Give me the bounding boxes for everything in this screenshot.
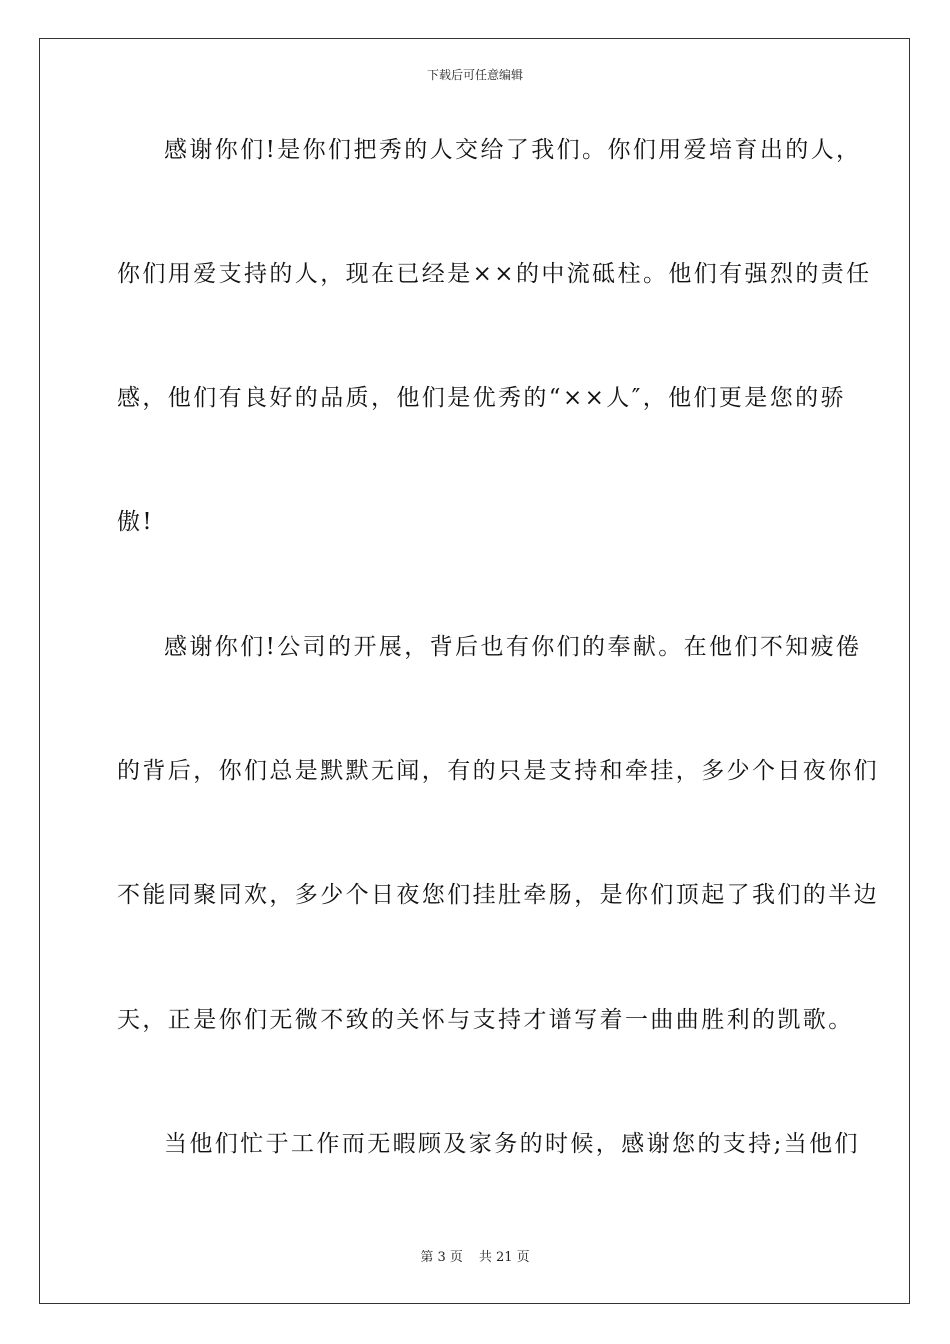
page-total: 共 21 页 <box>478 1250 530 1265</box>
body-line-8: 天，正是你们无微不致的关怀与支持才谱写着一曲曲胜利的凯歌。 <box>117 1007 854 1033</box>
body-line-2: 你们用爱支持的人，现在已经是××的中流砥柱。他们有强烈的责任 <box>117 261 872 287</box>
body-line-5: 感谢你们!公司的开展，背后也有你们的奉献。在他们不知疲倦 <box>164 634 862 660</box>
body-line-9: 当他们忙于工作而无暇顾及家务的时候，感谢您的支持;当他们 <box>164 1131 860 1157</box>
page-number: 第 3 页 <box>420 1250 463 1265</box>
header-note: 下载后可任意编辑 <box>426 68 523 82</box>
body-line-7: 不能同聚同欢，多少个日夜您们挂肚牵肠，是你们顶起了我们的半边 <box>117 882 879 908</box>
page-footer <box>0 1249 950 1267</box>
body-line-3: 感，他们有良好的品质，他们是优秀的“××人″，他们更是您的骄 <box>117 385 846 411</box>
body-line-4: 傲! <box>117 509 155 535</box>
body-line-1: 感谢你们!是你们把秀的人交给了我们。你们用爱培育出的人， <box>164 137 862 163</box>
body-line-6: 的背后，你们总是默默无闻，有的只是支持和牵挂，多少个日夜你们 <box>117 758 879 784</box>
page-border <box>39 38 910 1304</box>
